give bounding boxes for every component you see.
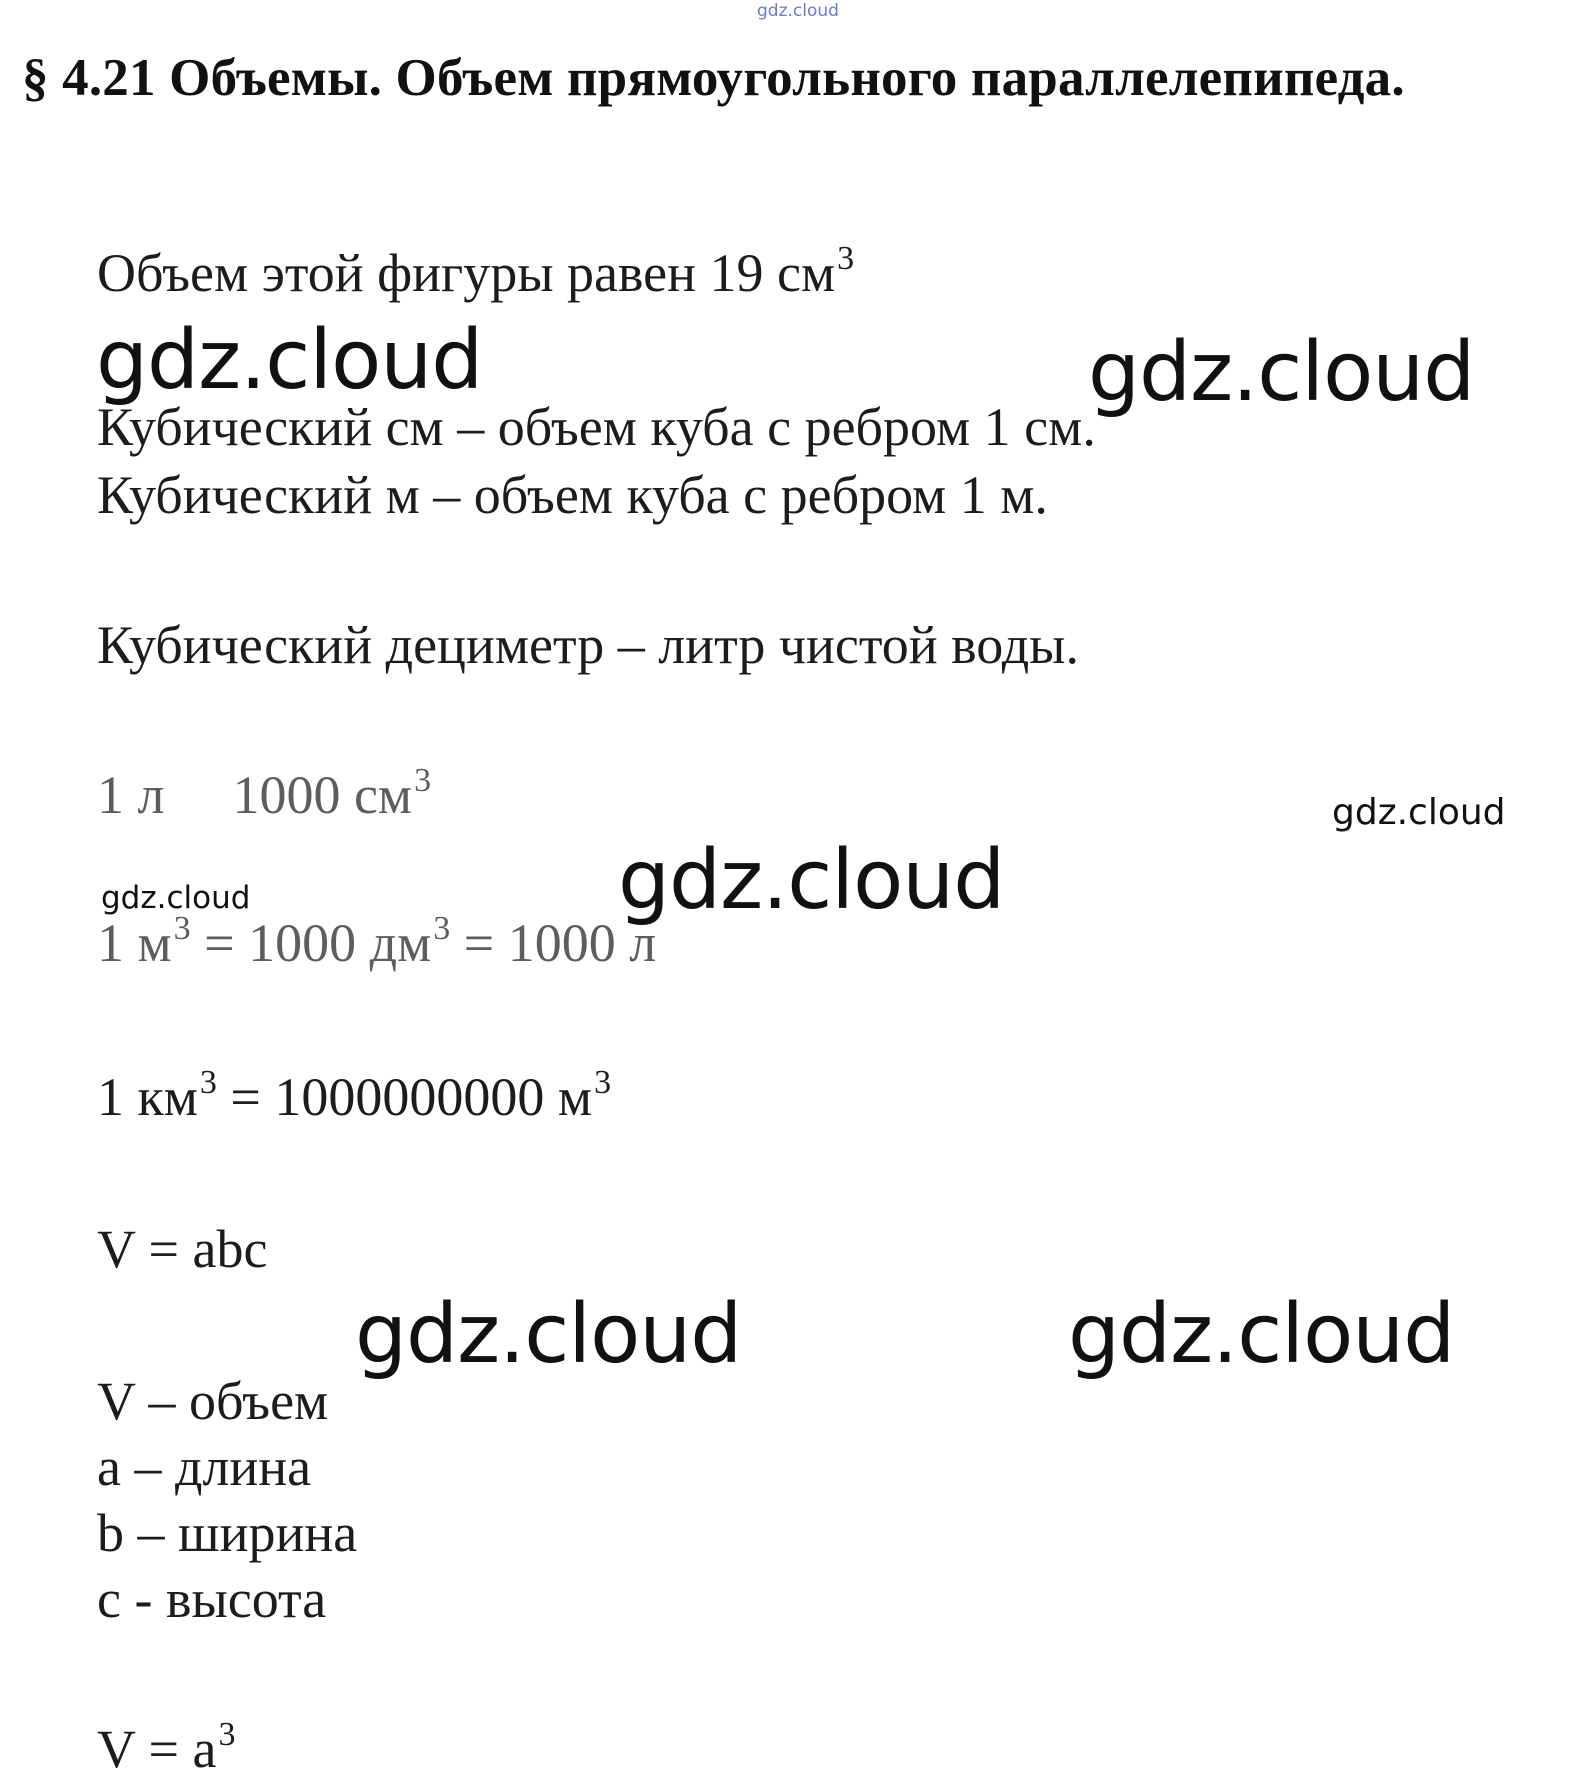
watermark-6: gdz.cloud [355,1287,742,1382]
cube-volume-formula [97,1716,235,1782]
legend-length: a – длина [97,1437,312,1497]
liter-equation [97,762,431,828]
figure-volume-text: Объем этой фигуры равен 19 см [97,243,836,303]
legend-width: b – ширина [97,1503,358,1563]
watermark-4: gdz.cloud [101,880,251,916]
m3-part-c: = 1000 л [450,913,657,973]
liter-equation-left: 1 л [97,765,165,825]
cubic-km-equation [97,1064,611,1130]
m3-part-a: 1 м [97,913,172,973]
cube-formula-exponent: 3 [218,1715,236,1753]
watermark-7: gdz.cloud [1068,1287,1455,1382]
volume-formula: V = abc [97,1219,268,1279]
m3-exponent-1: 3 [173,909,191,947]
watermark-3: gdz.cloud [1332,792,1506,833]
cubic-meter-equation [97,910,656,976]
km3-exponent-1: 3 [199,1063,217,1101]
header-watermark: gdz.cloud [757,1,839,21]
liter-equation-right: 1000 см [232,765,413,825]
cubic-dm-definition: Кубический дециметр – литр чистой воды. [97,615,1079,675]
km3-part-b: = 1000000000 м [216,1067,593,1127]
m3-exponent-2: 3 [433,909,451,947]
liter-equation-exponent: 3 [414,761,432,799]
cubic-cm-definition: Кубический см – объем куба с ребром 1 см. [97,397,1096,457]
km3-part-a: 1 км [97,1067,198,1127]
watermark-1: gdz.cloud [96,313,483,408]
section-title: § 4.21 Объемы. Объем прямоугольного параллелепипеда. [22,49,1405,107]
legend-volume: V – объем [97,1371,329,1431]
legend-height: c - высота [97,1569,327,1629]
m3-part-b: = 1000 дм [190,913,432,973]
cubic-m-definition: Кубический м – объем куба с ребром 1 м. [97,465,1048,525]
figure-volume-line [97,240,854,306]
cube-formula-text: V = a [97,1719,217,1779]
km3-exponent-2: 3 [594,1063,612,1101]
watermark-5: gdz.cloud [618,833,1005,928]
figure-volume-exponent: 3 [837,239,855,277]
watermark-2: gdz.cloud [1088,325,1475,420]
